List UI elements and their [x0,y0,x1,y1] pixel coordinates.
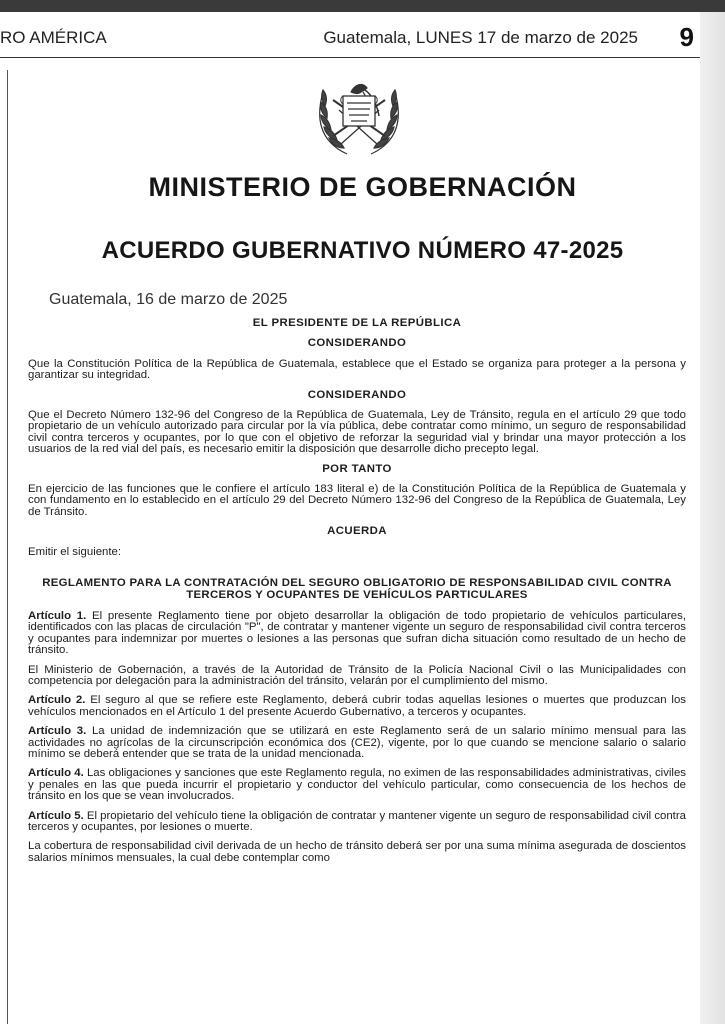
reglamento-title: REGLAMENTO PARA LA CONTRATACIÓN DEL SEGURO OBLIGATORIO DE RESPONSABILIDAD CIVIL CONTRA TERCEROS Y OCUPANTES DE VEHÍCULOS PARTICULARES [42,577,672,601]
article-label: Artículo 4. [28,767,84,780]
coat-of-arms-icon [307,70,411,160]
article-text: Las obligaciones y sanciones que este Reglamento regula, no eximen de las responsabilidades administrativas, civiles y penales en las que pueda incurrir el propietario y conductor del vehículo particular, como consecuencia de los hechos de tránsito en los que se vean involucrados. [28,767,686,803]
article-paragraph [28,841,686,864]
article-paragraph [28,768,686,802]
article-text: El propietario del vehículo tiene la obligación de contratar y mantener vigente un seguro de responsabilidad civil contra terceros y ocupantes, por lesiones o muerte. [28,809,686,833]
acuerda-heading: ACUERDA [327,525,387,538]
article-paragraph [28,695,686,718]
issue-date: Guatemala, LUNES 17 de marzo de 2025 [323,28,638,47]
ministry-heading: MINISTERIO DE GOBERNACIÓN [148,172,577,202]
article-label: Artículo 1. [28,609,87,622]
page-number: 9 [679,22,694,52]
emitir-paragraph: Emitir el siguiente: [28,545,122,558]
article-text: La cobertura de responsabilidad civil derivada de un hecho de tránsito deberá ser por una suma mínima asegurada de doscientos salarios mínimos mensuales, la cual debe contemplar como [28,840,686,864]
article-paragraph [28,611,686,657]
article-label: Artículo 2. [28,694,86,707]
newspaper-name: RO AMÉRICA [0,28,107,47]
considerando-paragraph: Que el Decreto Número 132-96 del Congreso de la República de Guatemala, Ley de Tránsito, regula en el artículo 29 que todo propietario de un vehículo autorizado para circular por la vía pública, debe contratar como mínimo, un seguro de responsabilidad civil contra terceros y ocupantes, por lo que con el objetivo de reforzar la seguridad vial y brindar una mayor protección a los usuarios de la red vial del país, es necesario emitir la disposición que desarrolle dicho precepto legal. [28,409,686,456]
article-text: El seguro al que se refiere este Reglamento, deberá cubrir todas aquellas lesiones o muertes que produzcan los vehículos mencionados en el Artículo 1 del presente Acuerdo Gubernativo, a terceros y ocupantes. [28,694,686,718]
presidente-heading: EL PRESIDENTE DE LA REPÚBLICA [252,317,462,329]
article-label: Artículo 3. [28,725,87,738]
considerando-heading: CONSIDERANDO [307,337,407,350]
article-paragraph [28,811,686,834]
document-body [28,318,686,872]
article-label: Artículo 5. [28,809,84,822]
por-tanto-heading: POR TANTO [322,462,392,475]
considerando-paragraph: Que la Constitución Política de la República de Guatemala, establece que el Estado se organiza para proteger a la persona y garantizar su integridad. [28,357,686,382]
page-edge [700,12,725,1024]
article-text: El presente Reglamento tiene por objeto desarrollar la obligación de todo propietario de vehículos particulares, identificados con las placas de circulación "P", de contratar y mantener vigente un seguro de responsabilidad civil contra terceros y ocupantes para indemnizar por muertes o lesiones a las personas que sufran dicha situación como resultado de un hecho de tránsito. [28,609,686,657]
por-tanto-paragraph: En ejercicio de las funciones que le confiere el artículo 183 literal e) de la Constitución Política de la República de Guatemala y con fundamento en lo establecido en el artículo 29 del Decreto Número 132-96 del Congreso de la República de Guatemala, Ley de Tránsito. [28,483,686,518]
article-paragraph [28,726,686,760]
column-rule [7,70,8,1024]
acuerdo-title: ACUERDO GUBERNATIVO NÚMERO 47-2025 [101,237,624,264]
article-text: La unidad de indemnización que se utilizará en este Reglamento será de un salario mínimo mensual para las actividades no agrícolas de la circunscripción económica dos (CE2), vigente, por lo que cuando se mencione salario o salario mínimo se deberá entender que se trata de la unidad mencionada. [28,725,687,760]
article-text: El Ministerio de Gobernación, a través de la Autoridad de Tránsito de la Policía Nacional Civil o las Municipalidades con competencia por delegación para la administración del tránsito, velarán por el cumplimiento del mismo. [28,663,686,687]
article-paragraph [28,665,686,688]
considerando-heading: CONSIDERANDO [307,388,407,401]
header-divider [0,57,700,58]
page-header [0,12,700,58]
top-bar [0,0,725,12]
place-date: Guatemala, 16 de marzo de 2025 [49,291,288,308]
